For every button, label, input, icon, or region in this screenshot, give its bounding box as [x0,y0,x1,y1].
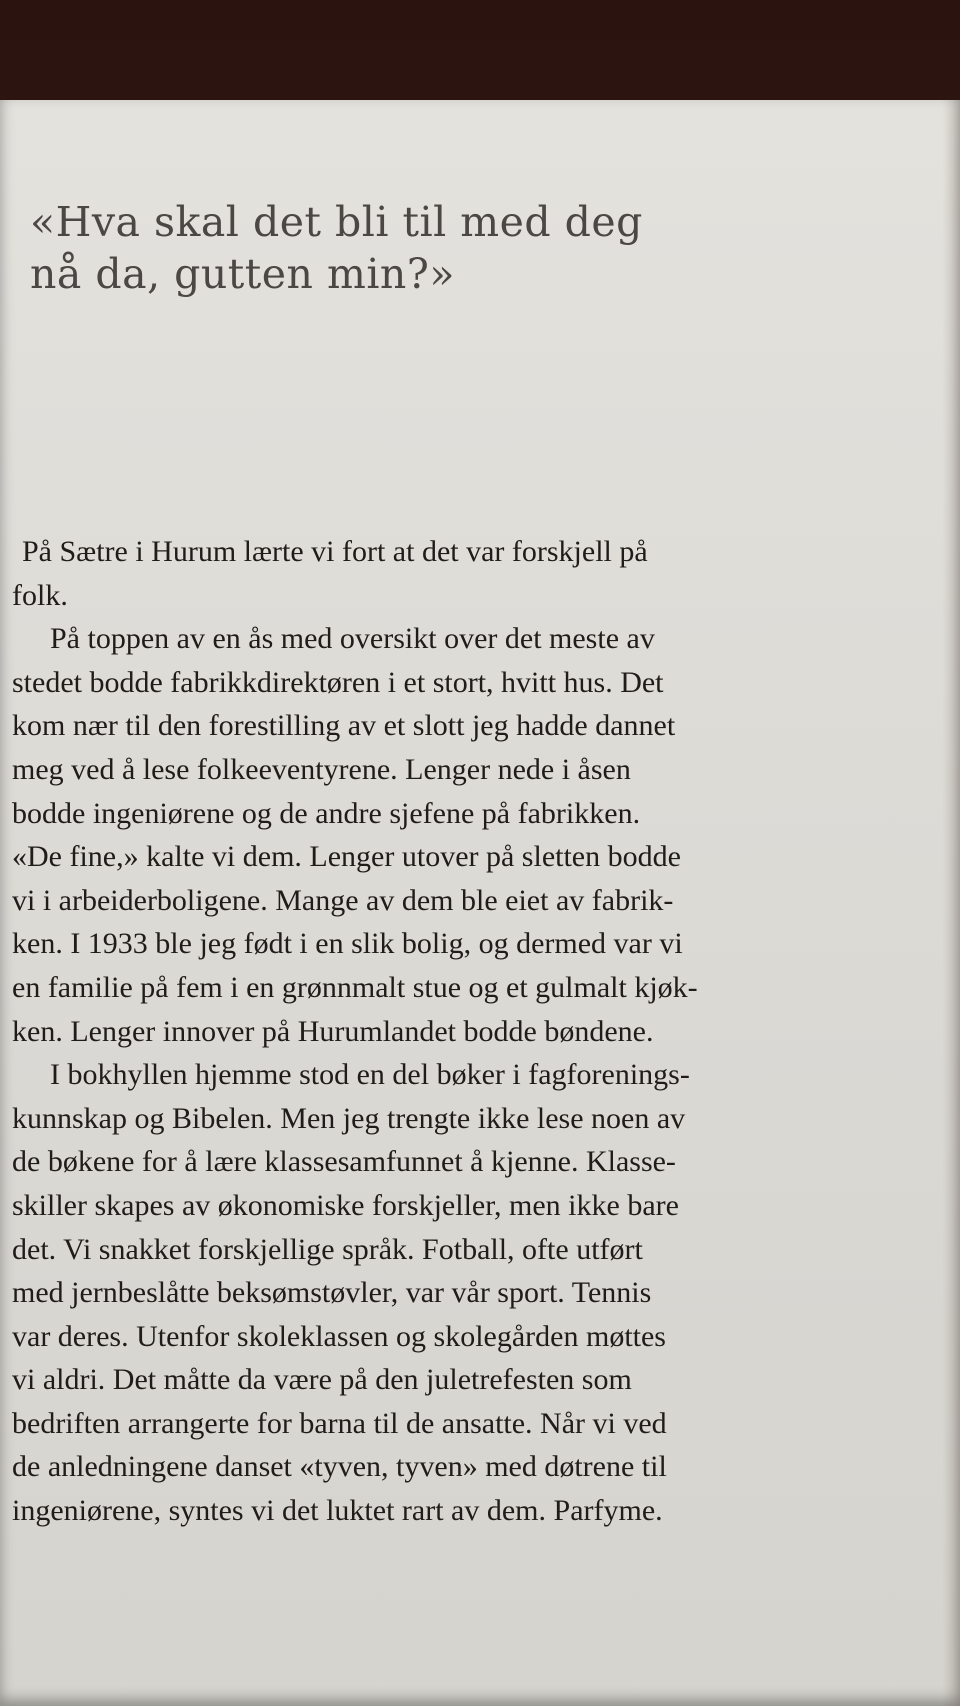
text-line: kunnskap og Bibelen. Men jeg trengte ikke lese noen av [12,1101,686,1135]
text-line: bodde ingeniørene og de andre sjefene på fabrikken. [12,796,641,830]
text-line: en familie på fem i en grønnmalt stue og et gulmalt kjøk- [12,970,698,1004]
chapter-title [30,196,730,300]
chapter-title-line-2: nå da, gutten min?» [30,250,455,298]
text-line: de anledningene danset «tyven, tyven» med døtrene til [12,1450,667,1484]
text-line: ingeniørene, syntes vi det luktet rart av dem. Parfyme. [12,1494,663,1528]
text-line: vi i arbeiderboligene. Mange av dem ble eiet av fabrik- [12,883,674,917]
text-line: folk. [12,578,68,612]
text-line: I bokhyllen hjemme stod en del bøker i fagforenings- [50,1058,690,1092]
text-line: ken. I 1933 ble jeg født i en slik bolig, og dermed var vi [12,927,683,961]
page-edge-shadow [942,100,960,1706]
text-line: de bøkene for å lære klassesamfunnet å kjenne. Klasse- [12,1145,676,1179]
text-line: skiller skapes av økonomiske forskjeller, men ikke bare [12,1188,679,1222]
text-line: På Sætre i Hurum lærte vi fort at det var forskjell på [22,535,648,568]
text-line: På toppen av en ås med oversikt over det meste av [50,622,655,656]
chapter-title-line-1: «Hva skal det bli til med deg [30,198,643,246]
text-line: stedet bodde fabrikkdirektøren i et stort, hvitt hus. Det [12,665,664,699]
text-line: kom nær til den forestilling av et slott jeg hadde dannet [12,709,676,743]
text-line: bedriften arrangerte for barna til de ansatte. Når vi ved [12,1406,667,1440]
body-text [12,530,892,1533]
text-line: var deres. Utenfor skoleklassen og skolegården møttes [12,1319,666,1353]
text-line: vi aldri. Det måtte da være på den juletrefesten som [12,1363,632,1397]
text-line: med jernbeslåtte beksømstøvler, var vår sport. Tennis [12,1276,652,1310]
text-line: det. Vi snakket forskjellige språk. Fotball, ofte utført [12,1232,643,1266]
text-line: meg ved å lese folkeeventyrene. Lenger nede i åsen [12,752,631,786]
text-line: ken. Lenger innover på Hurumlandet bodde bøndene. [12,1014,654,1048]
text-line: «De fine,» kalte vi dem. Lenger utover på sletten bodde [12,840,681,874]
